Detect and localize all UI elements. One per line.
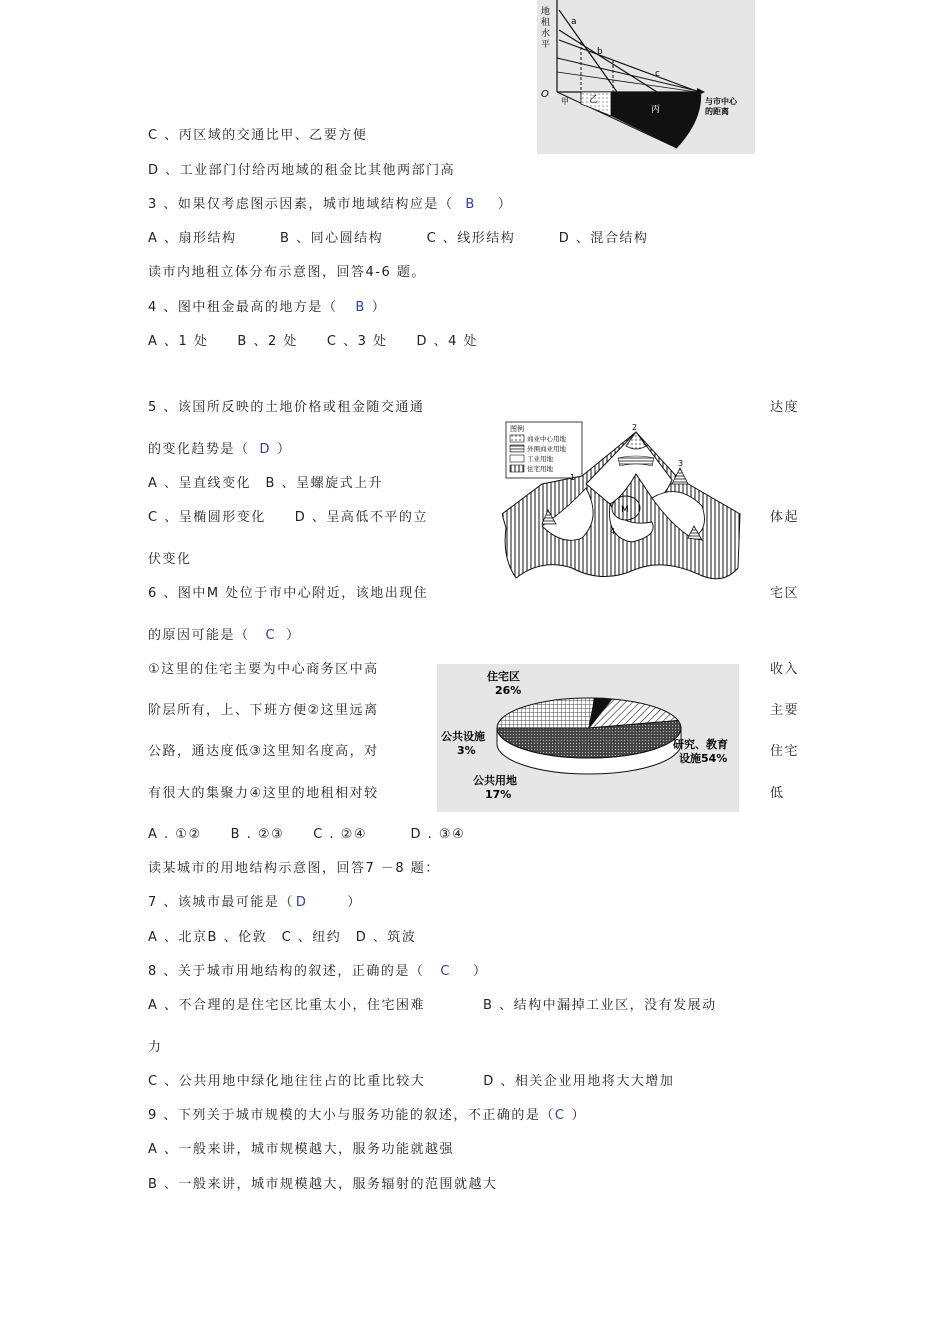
statement-line-4-right: 低: [770, 786, 785, 801]
question-4-options: A 、1 处 B 、2 处 C 、3 处 D 、4 处: [148, 334, 479, 349]
statement-line-1: ①这里的住宅主要为中心商务区中高: [148, 662, 379, 677]
rent-terrain-figure: [502, 418, 742, 586]
question-5: 5 、该国所反映的土地价格或租金随交通通: [148, 400, 425, 415]
question-9-option-a: A 、一般来讲，城市规模越大，服务功能就越强: [148, 1142, 455, 1157]
legend-item-outer-commercial: 外围商业用地: [527, 445, 566, 453]
text-line-d-option: D 、工业部门付给丙地域的租金比其他两部门高: [148, 163, 456, 178]
question-9-option-b: B 、一般来讲，城市规模越大，服务辐射的范围就越大: [148, 1177, 498, 1192]
question-6-options: A . ①② B . ②③ C . ②④ D . ③④: [148, 827, 466, 842]
instruction-4-6: 读市内地租立体分布示意图，回答4-6 题。: [148, 265, 426, 280]
pie-label-facilities-pct: 3%: [457, 744, 476, 757]
question-8-options-ab-cont: 力: [148, 1040, 163, 1055]
question-7-options: A 、北京B 、伦敦 C 、纽约 D 、筑波: [148, 930, 417, 945]
text-line-c-option: C 、丙区域的交通比甲、乙要方便: [148, 128, 368, 143]
statement-line-2-right: 主要: [770, 703, 800, 718]
question-5-right: 达度: [770, 400, 800, 415]
terrain-marker-4: 4: [610, 527, 616, 536]
curve-label-c: c: [655, 69, 660, 79]
legend-item-industrial: 工业用地: [527, 455, 553, 463]
statement-line-2: 阶层所有，上、下班方便②这里远离: [148, 703, 379, 718]
question-8: 8 、关于城市用地结构的叙述，正确的是（ C ）: [148, 964, 488, 979]
answer-8: C: [440, 964, 451, 979]
question-6-cont: 的原因可能是（ C ）: [148, 628, 301, 643]
answer-3: B: [465, 197, 476, 212]
question-5-options-ab: A 、呈直线变化 B 、呈螺旋式上升: [148, 476, 384, 491]
answer-4: B: [355, 300, 366, 315]
pie-slice-residential: [497, 698, 595, 728]
pie-label-public-land-pct: 17%: [485, 788, 512, 801]
question-8-options-cd: C 、公共用地中绿化地往往占的比重比较大 D 、相关企业用地将大大增加: [148, 1074, 675, 1089]
pie-label-research-pct: 设施54%: [679, 752, 728, 765]
terrain-marker-m: M: [621, 505, 629, 515]
answer-9: C: [554, 1108, 566, 1123]
terrain-marker-2: 2: [632, 423, 638, 432]
instruction-7-8: 读某城市的用地结构示意图，回答7 －8 题：: [148, 861, 440, 876]
question-5-cont: 的变化趋势是（ D ）: [148, 442, 292, 457]
terrain-marker-3: 3: [678, 459, 684, 468]
pie-label-residential-name: 住宅区: [487, 670, 520, 683]
x-label-line-1: 与市中心: [705, 97, 737, 106]
question-5-options-cont: 伏变化: [148, 552, 192, 567]
x-label-line-2: 的距离: [705, 107, 729, 116]
y-label-char-1: 地: [541, 7, 551, 17]
pie-label-residential-pct: 26%: [495, 684, 522, 697]
rent-distance-figure: [537, 0, 755, 154]
question-4: 4 、图中租金最高的地方是（ B ）: [148, 300, 387, 315]
curve-label-b: b: [597, 47, 603, 57]
pie-label-research-name: 研究、教育: [673, 738, 728, 751]
land-use-pie-figure: [437, 664, 739, 812]
y-label-char-4: 平: [541, 40, 551, 50]
curve-label-a: a: [571, 17, 577, 27]
statement-line-1-right: 收入: [770, 662, 800, 677]
question-9: 9 、下列关于城市规模的大小与服务功能的叙述，不正确的是（C ）: [148, 1108, 586, 1123]
zone-label-jia: 甲: [561, 97, 569, 106]
y-label-char-3: 水: [541, 29, 551, 39]
legend-item-residential: 住宅用地: [527, 465, 553, 473]
legend-title: 图例: [510, 425, 524, 433]
question-6: 6 、图中M 处位于市中心附近，该地出现住: [148, 586, 429, 601]
question-3: 3 、如果仅考虑图示因素，城市地域结构应是（ B ）: [148, 197, 513, 212]
origin-label: O: [541, 89, 549, 100]
answer-7: D: [295, 895, 308, 910]
pie-slices: [497, 698, 681, 774]
zone-label-bing: 丙: [651, 105, 661, 115]
zone-label-yi: 乙: [589, 95, 599, 105]
answer-5: D: [259, 442, 272, 457]
answer-6: C: [265, 628, 277, 643]
statement-line-3: 公路，通达度低③这里知名度高，对: [148, 744, 379, 759]
question-3-options: A 、扇形结构 B 、同心圆结构 C 、线形结构 D 、混合结构: [148, 231, 649, 246]
statement-line-4: 有很大的集聚力④这里的地租相对较: [148, 786, 379, 801]
pie-label-facilities-name: 公共设施: [441, 730, 485, 743]
question-8-options-ab: A 、不合理的是住宅区比重太小，住宅困难 B 、结构中漏掉工业区，没有发展动: [148, 998, 717, 1013]
question-6-right: 宅区: [770, 586, 800, 601]
statement-line-3-right: 住宅: [770, 744, 800, 759]
terrain-marker-1: 1: [570, 473, 576, 482]
question-5-options-cd: C 、呈椭圆形变化 D 、呈高低不平的立: [148, 510, 428, 525]
question-7: 7 、该城市最可能是（ D ）: [148, 895, 362, 910]
question-5-options-right: 体起: [770, 510, 800, 525]
legend-item-cbd: 商业中心用地: [527, 435, 566, 443]
pie-label-public-land-name: 公共用地: [473, 774, 517, 787]
y-label-char-2: 租: [541, 18, 551, 28]
